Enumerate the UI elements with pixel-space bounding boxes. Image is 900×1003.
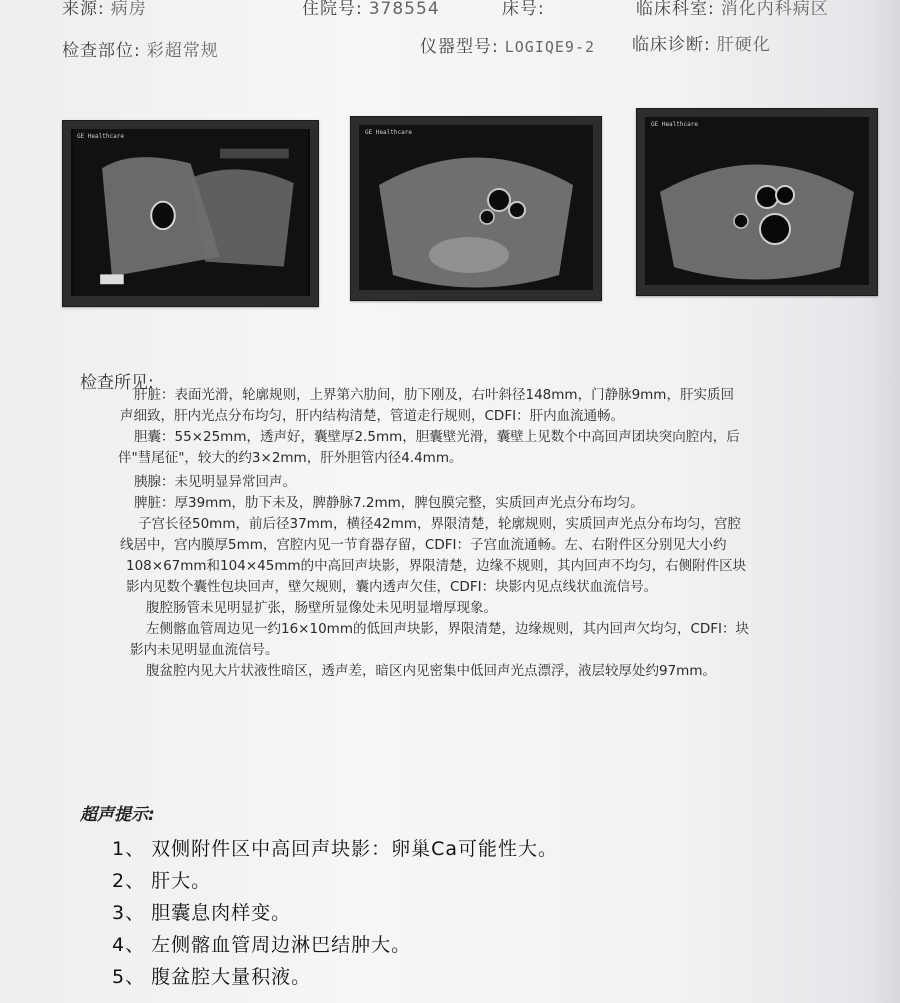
diagnosis-value: 肝硬化	[716, 35, 771, 55]
impression-item	[112, 834, 558, 861]
admission-label: 住院号:	[302, 0, 363, 19]
dept-field	[636, 0, 829, 19]
ultrasound-scan-3	[645, 117, 869, 285]
source-label: 来源:	[62, 0, 105, 19]
source-value: 病房	[110, 0, 147, 19]
device-field	[420, 32, 595, 57]
impression-item	[112, 962, 311, 989]
ultrasound-image-2	[350, 116, 602, 301]
impression-text: 肝大。	[151, 870, 212, 892]
dept-value: 消化内科病区	[720, 0, 829, 19]
bed-field	[502, 0, 545, 19]
ultrasound-image-1	[62, 120, 319, 307]
findings-line: 线居中，宫内膜厚5mm，宫腔内见一节育器存留，CDFI：子宫血流通畅。左、右附件区分别见大小约	[120, 537, 727, 553]
findings-line: 声细致，肝内光点分布均匀，肝内结构清楚，管道走行规则，CDFI：肝内血流通畅。	[120, 408, 625, 424]
dept-label: 临床科室:	[636, 0, 715, 19]
image-brand-1: GE Healthcare	[77, 133, 124, 140]
impression-item	[112, 930, 411, 957]
impression-num: 4、	[112, 934, 146, 956]
findings-line: 胰腺：未见明显异常回声。	[134, 474, 296, 490]
ultrasound-scan-1	[71, 129, 310, 296]
impression-num: 1、	[112, 838, 146, 860]
bed-label: 床号:	[502, 0, 545, 19]
impression-text: 胆囊息肉样变。	[151, 902, 292, 924]
admission-field	[302, 0, 440, 19]
findings-line: 子宫长径50mm，前后径37mm，横径42mm，界限清楚，轮廓规则，实质回声光点分布均匀，宫腔	[138, 516, 741, 532]
findings-line: 腹腔肠管未见明显扩张，肠壁所显像处未见明显增厚现象。	[146, 600, 497, 616]
findings-line: 左侧髂血管周边见一约16×10mm的低回声块影，界限清楚，边缘规则，其内回声欠均匀，CDFI：块	[146, 621, 750, 637]
ultrasound-scan-2	[359, 125, 593, 290]
admission-value: 378554	[368, 0, 440, 19]
ultrasound-image-3	[636, 108, 878, 296]
findings-line: 肝脏：表面光滑，轮廓规则，上界第六肋间，肋下刚及，右叶斜径148mm，门静脉9mm，肝实质回	[134, 387, 734, 403]
findings-title: 检查所见:	[80, 373, 154, 393]
findings-line: 108×67mm和104×45mm的中高回声块影，界限清楚，边缘不规则，其内回声不均匀，右侧附件区块	[126, 558, 747, 574]
impression-text: 双侧附件区中高回声块影：卵巢Ca可能性大。	[151, 838, 559, 860]
diagnosis-field	[632, 30, 771, 55]
findings-line: 腹盆腔内见大片状液性暗区，透声差，暗区内见密集中低回声光点漂浮，液层较厚处约97mm。	[146, 663, 716, 679]
impression-title: 超声提示:	[80, 805, 155, 825]
exam-value: 彩超常规	[146, 41, 219, 61]
diagnosis-label: 临床诊断:	[632, 35, 711, 55]
impression-num: 3、	[112, 902, 146, 924]
impression-num: 2、	[112, 870, 146, 892]
impression-text: 左侧髂血管周边淋巴结肿大。	[151, 934, 412, 956]
findings-line: 影内未见明显血流信号。	[130, 642, 279, 658]
device-label: 仪器型号:	[420, 37, 499, 57]
exam-label: 检查部位:	[62, 41, 141, 61]
image-brand-2: GE Healthcare	[365, 129, 412, 136]
impression-text: 腹盆腔大量积液。	[151, 966, 312, 988]
exam-field	[62, 36, 219, 61]
findings-line: 脾脏：厚39mm，肋下未及，脾静脉7.2mm，脾包膜完整，实质回声光点分布均匀。	[134, 495, 644, 511]
findings-line: 影内见数个囊性包块回声，壁欠规则，囊内透声欠佳，CDFI：块影内见点线状血流信号。	[126, 579, 658, 595]
image-brand-3: GE Healthcare	[651, 121, 698, 128]
device-value: LOGIQE9-2	[504, 38, 596, 56]
impression-item	[112, 898, 291, 925]
impression-item	[112, 866, 211, 893]
impression-num: 5、	[112, 966, 146, 988]
findings-line: 胆囊：55×25mm，透声好，囊壁厚2.5mm，胆囊壁光滑，囊壁上见数个中高回声团块突向腔内，后	[134, 429, 740, 445]
source-field	[62, 0, 147, 19]
findings-line: 伴"彗尾征"，较大的约3×2mm，肝外胆管内径4.4mm。	[118, 450, 463, 466]
